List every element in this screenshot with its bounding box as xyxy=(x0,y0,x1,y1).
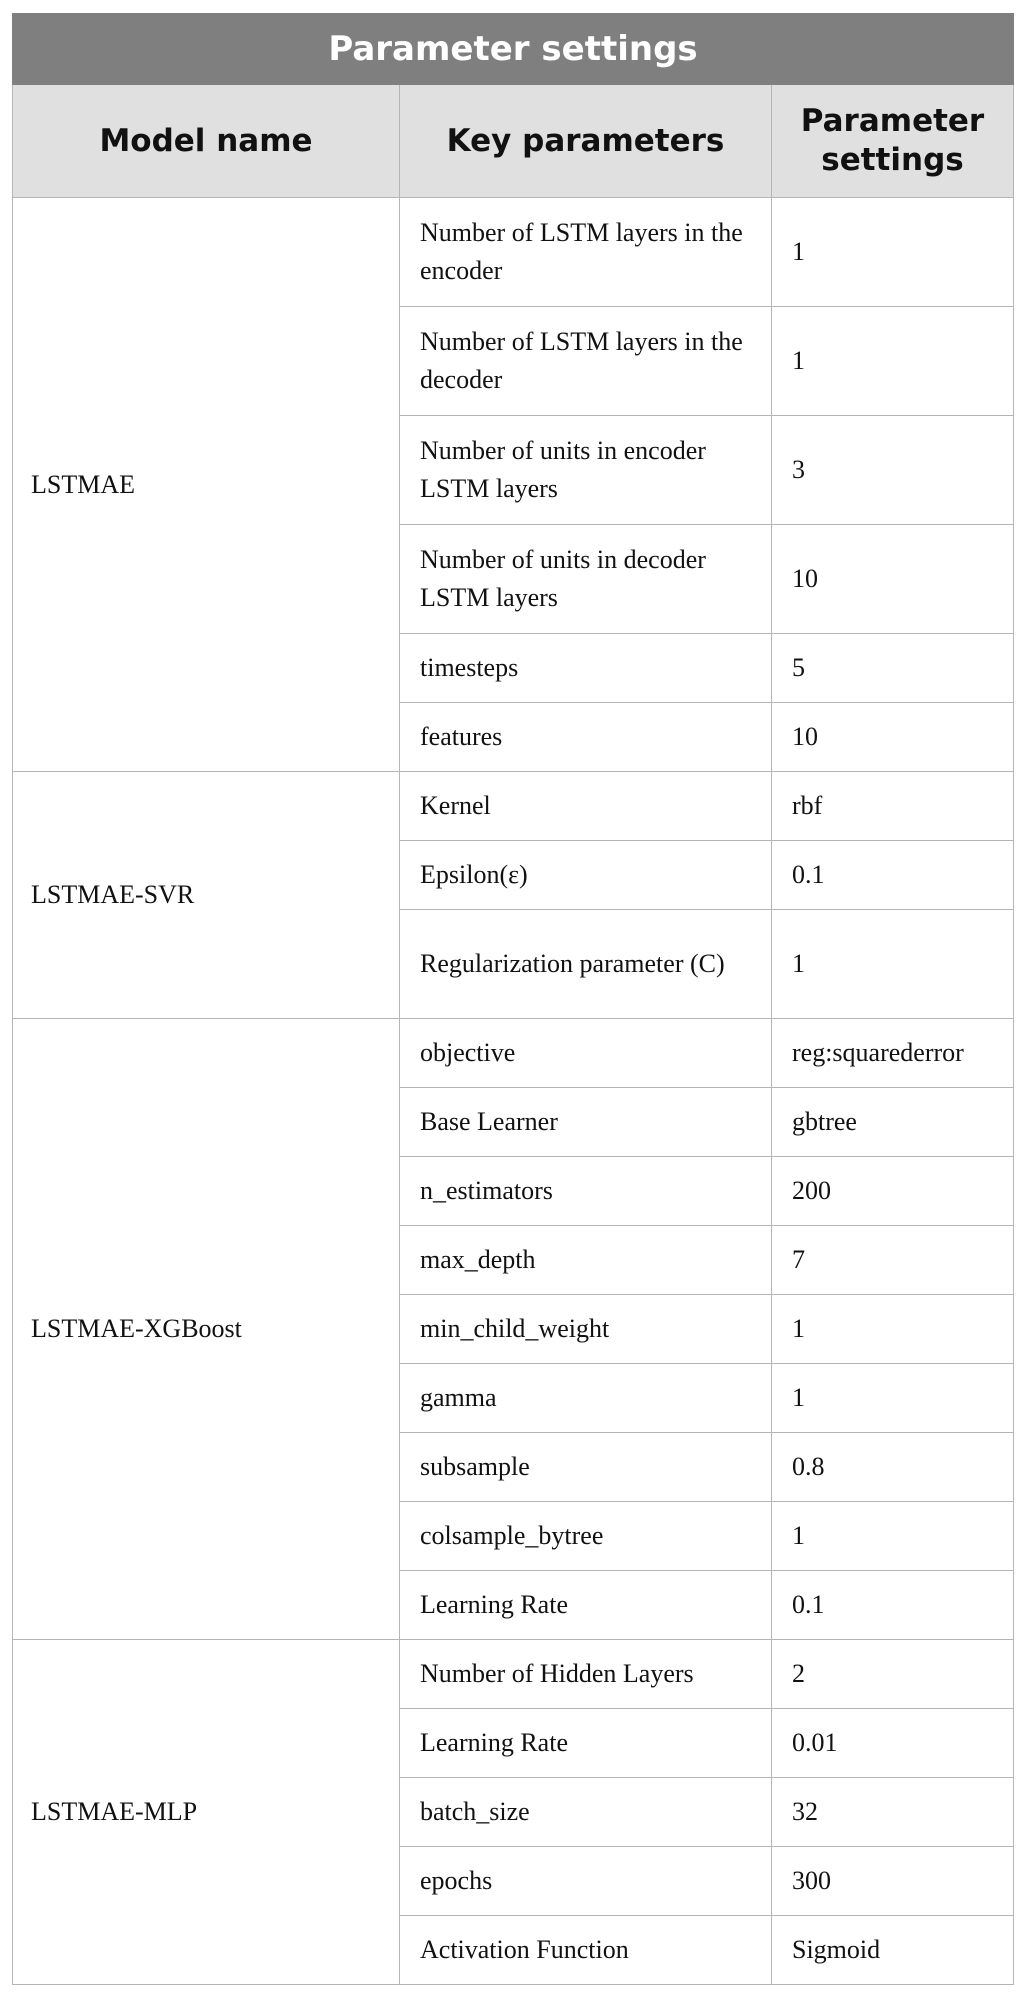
parameter-value-cell: 2 xyxy=(772,1640,1014,1709)
key-parameter-cell: subsample xyxy=(400,1433,772,1502)
parameter-value-cell: 0.1 xyxy=(772,841,1014,910)
key-parameter-cell: features xyxy=(400,703,772,772)
parameter-value-cell: 5 xyxy=(772,634,1014,703)
table-title: Parameter settings xyxy=(13,14,1014,85)
key-parameter-cell: Number of units in decoder LSTM layers xyxy=(400,525,772,634)
parameter-value-cell: reg:squarederror xyxy=(772,1019,1014,1088)
model-name-cell: LSTMAE xyxy=(13,198,400,772)
key-parameter-cell: gamma xyxy=(400,1364,772,1433)
parameter-value-cell: 10 xyxy=(772,525,1014,634)
parameter-table-container xyxy=(12,13,1013,1985)
table-row xyxy=(13,198,1014,307)
key-parameter-cell: Number of units in encoder LSTM layers xyxy=(400,416,772,525)
model-name-cell: LSTMAE-SVR xyxy=(13,772,400,1019)
key-parameter-cell: Number of Hidden Layers xyxy=(400,1640,772,1709)
parameter-value-cell: 1 xyxy=(772,910,1014,1019)
parameter-value-cell: 1 xyxy=(772,198,1014,307)
parameter-value-cell: 1 xyxy=(772,307,1014,416)
key-parameter-cell: n_estimators xyxy=(400,1157,772,1226)
key-parameter-cell: Learning Rate xyxy=(400,1709,772,1778)
table-row xyxy=(13,1640,1014,1709)
parameter-value-cell: 32 xyxy=(772,1778,1014,1847)
table-row xyxy=(13,772,1014,841)
parameter-value-cell: 1 xyxy=(772,1502,1014,1571)
key-parameter-cell: objective xyxy=(400,1019,772,1088)
parameter-value-cell: 7 xyxy=(772,1226,1014,1295)
key-parameter-cell: max_depth xyxy=(400,1226,772,1295)
key-parameter-cell: Number of LSTM layers in the decoder xyxy=(400,307,772,416)
key-parameter-cell: Base Learner xyxy=(400,1088,772,1157)
table-header-row xyxy=(13,85,1014,198)
column-header-model-name: Model name xyxy=(13,85,400,198)
parameter-value-cell: 1 xyxy=(772,1364,1014,1433)
key-parameter-cell: Kernel xyxy=(400,772,772,841)
key-parameter-cell: batch_size xyxy=(400,1778,772,1847)
parameter-value-cell: 0.8 xyxy=(772,1433,1014,1502)
parameter-value-cell: 300 xyxy=(772,1847,1014,1916)
parameter-value-cell: rbf xyxy=(772,772,1014,841)
key-parameter-cell: Learning Rate xyxy=(400,1571,772,1640)
key-parameter-cell: timesteps xyxy=(400,634,772,703)
key-parameter-cell: Activation Function xyxy=(400,1916,772,1985)
model-name-cell: LSTMAE-MLP xyxy=(13,1640,400,1985)
parameter-value-cell: 0.1 xyxy=(772,1571,1014,1640)
parameter-value-cell: 200 xyxy=(772,1157,1014,1226)
parameter-settings-table xyxy=(12,13,1014,1985)
model-name-cell: LSTMAE-XGBoost xyxy=(13,1019,400,1640)
column-header-key-parameters: Key parameters xyxy=(400,85,772,198)
key-parameter-cell: Epsilon(ε) xyxy=(400,841,772,910)
key-parameter-cell: Number of LSTM layers in the encoder xyxy=(400,198,772,307)
key-parameter-cell: epochs xyxy=(400,1847,772,1916)
column-header-parameter-settings: Parameter settings xyxy=(772,85,1014,198)
table-title-row xyxy=(13,14,1014,85)
parameter-value-cell: 1 xyxy=(772,1295,1014,1364)
parameter-value-cell: Sigmoid xyxy=(772,1916,1014,1985)
parameter-value-cell: 0.01 xyxy=(772,1709,1014,1778)
parameter-value-cell: gbtree xyxy=(772,1088,1014,1157)
parameter-value-cell: 10 xyxy=(772,703,1014,772)
key-parameter-cell: colsample_bytree xyxy=(400,1502,772,1571)
parameter-value-cell: 3 xyxy=(772,416,1014,525)
key-parameter-cell: min_child_weight xyxy=(400,1295,772,1364)
table-row xyxy=(13,1019,1014,1088)
key-parameter-cell: Regularization parameter (C) xyxy=(400,910,772,1019)
